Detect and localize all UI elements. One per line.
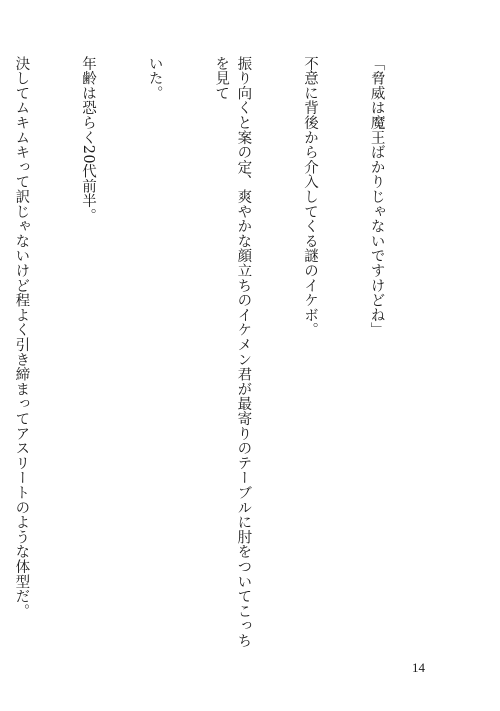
text-line: 振り向くと案の定、爽やかな顔立ちのイケメン君が最寄りのテーブルに肘をついてこっちを見て (213, 56, 252, 648)
body-text (13, 56, 432, 656)
text-line: 決してムキムキって訳じゃないけど程よく引き締まってアスリートのような体型だ。 (13, 56, 30, 619)
text-line: 年齢は恐らく20代前半。 (79, 56, 96, 224)
text-line: いた。 (146, 56, 163, 101)
text-line: 「脅威は魔王ばかりじゃないですけどね」 (368, 56, 385, 338)
page-number: 14 (412, 660, 425, 675)
text-line: 不意に背後から介入してくる謎のイケボ。 (301, 56, 318, 338)
